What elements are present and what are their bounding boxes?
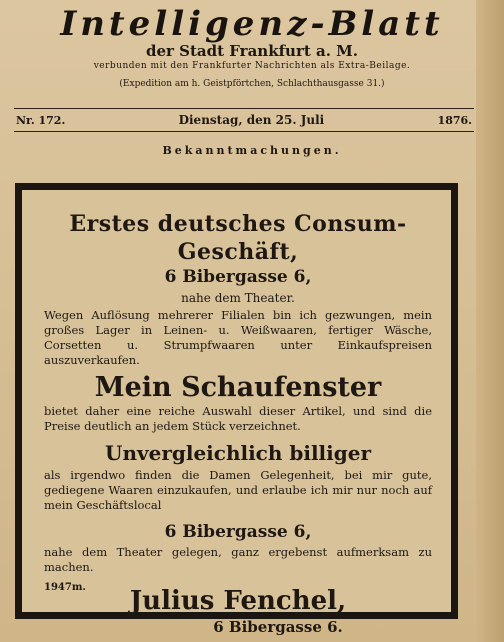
masthead <box>0 4 504 91</box>
issue-year: 1876. <box>437 113 472 127</box>
adjacent-page-edge <box>476 0 504 642</box>
issue-date: Dienstag, den 25. Juli <box>178 113 325 127</box>
ad-cheaper: Unvergleichlich billiger <box>105 441 371 465</box>
newspaper-title: Intelligenz-Blatt <box>60 4 444 44</box>
newspaper-affiliation: verbunden mit den Frankfurter Nachrichten als Extra-Beilage. <box>93 61 411 71</box>
ad-paragraph-clearance: Wegen Auflösung mehrerer Filialen bin ich gezwungen, mein großes Lager in Leinen- u. Weißwaaren, fertiger Wäsche, Corsetten u. Strumpfwaaren unter Einkaufspreisen auszuverkaufen. <box>44 308 432 367</box>
ad-paragraph-ladies: als irgendwo finden die Damen Gelegenheit, bei mir gute, gediegene Waaren einzukaufen, und erlaube ich mir nur noch auf mein Geschäftslocal <box>44 468 432 512</box>
ad-merchant-address: 6 Bibergasse 6. <box>213 618 343 636</box>
newspaper-expedition: (Expedition am h. Geistpförtchen, Schlachthausgasse 31.) <box>119 79 385 89</box>
ad-merchant-name: Julius Fenchel, <box>129 586 347 616</box>
ad-address-repeat: 6 Bibergasse 6, <box>164 522 312 542</box>
masthead-rule-top <box>14 108 474 109</box>
ad-address: 6 Bibergasse 6, <box>164 267 312 287</box>
advertisement-box <box>15 183 458 636</box>
section-heading: Bekanntmachungen. <box>162 144 342 157</box>
ad-headline: Erstes deutsches Consum-Geschäft, <box>69 211 407 265</box>
issue-number: Nr. 172. <box>16 113 66 127</box>
issue-line <box>16 112 472 128</box>
advertisement-content <box>44 210 432 637</box>
masthead-rule-bottom <box>14 131 474 132</box>
ad-shop-window: Mein Schaufenster <box>94 372 382 403</box>
ad-reference-number: 1947m. <box>44 582 86 593</box>
ad-paragraph-selection: bietet daher eine reiche Auswahl dieser Artikel, und sind die Preise deutlich an jedem Stück verzeichnet. <box>44 404 432 433</box>
newspaper-subtitle: der Stadt Frankfurt a. M. <box>146 42 358 60</box>
ad-paragraph-location: nahe dem Theater gelegen, ganz ergebenst aufmerksam zu machen. <box>44 545 432 574</box>
ad-near-theater: nahe dem Theater. <box>181 291 295 305</box>
